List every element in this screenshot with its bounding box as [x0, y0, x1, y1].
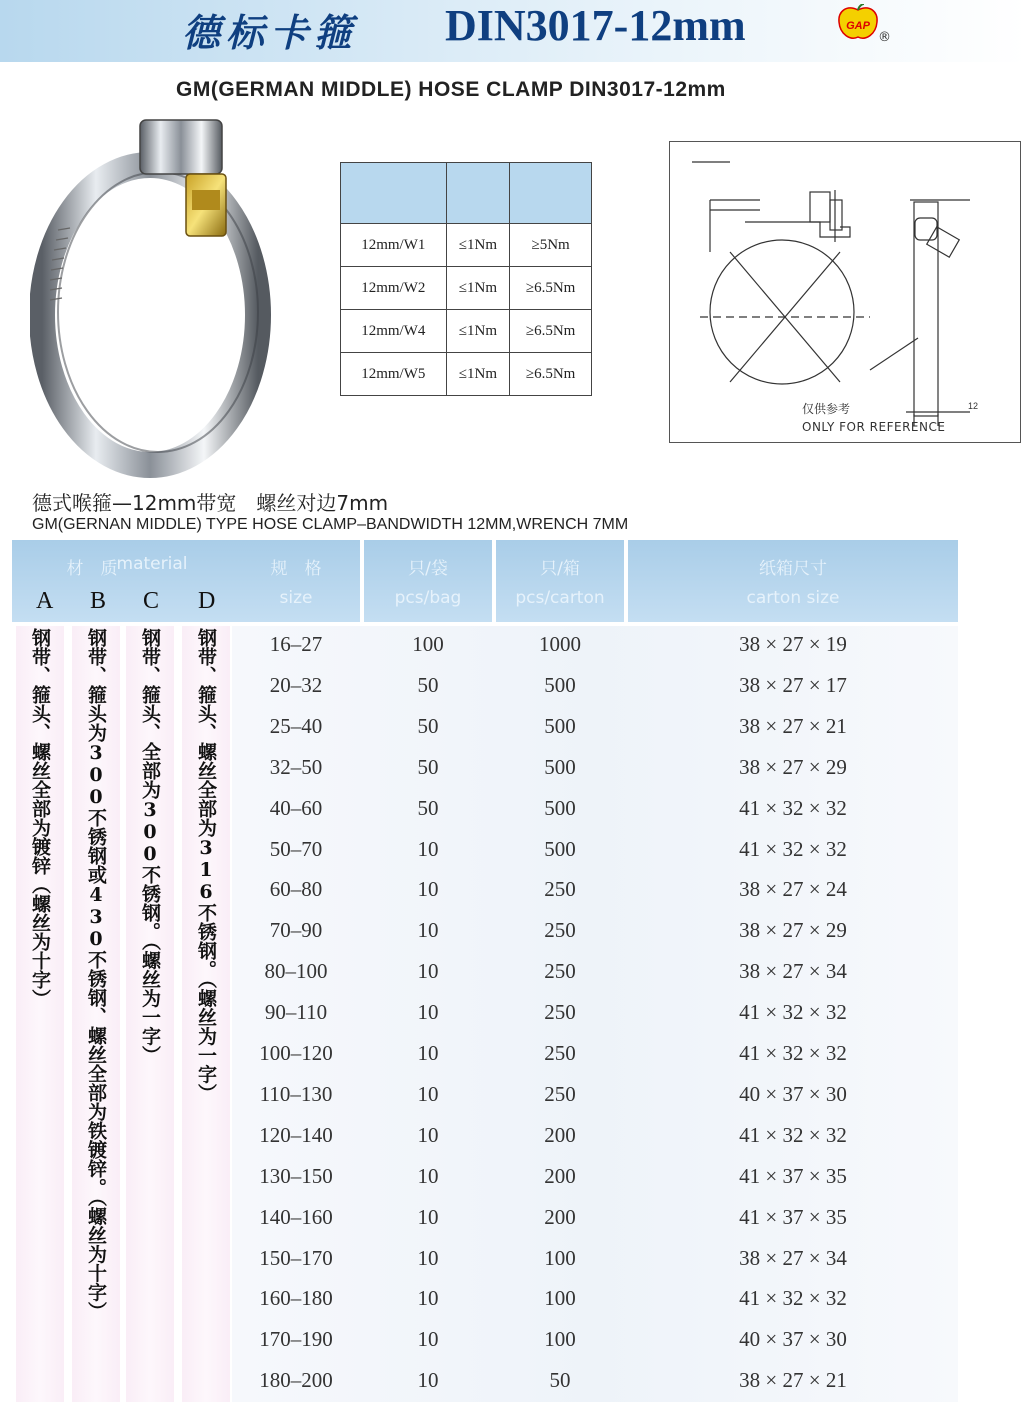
torque-row: 12mm/W5 ≤1Nm ≥6.5Nm	[341, 353, 592, 396]
description-cn: 德式喉箍—12mm带宽 螺丝对边7mm	[32, 491, 389, 515]
cell-csize: 41 × 32 × 32	[739, 1000, 847, 1025]
cell-csize: 38 × 27 × 21	[739, 713, 847, 738]
size-header: 规 格 size	[232, 540, 360, 622]
cell-bag: 10	[417, 918, 439, 943]
cell-size: 110–130	[259, 1081, 333, 1106]
description-en: GM(GERNAN MIDDLE) TYPE HOSE CLAMP–BANDWIDTH 12MM,WRENCH 7MM	[32, 516, 629, 533]
material-letter-a: A	[36, 588, 54, 614]
cell-carton: 500	[544, 754, 576, 779]
cell-carton: 100	[544, 1327, 576, 1352]
table-row	[232, 1280, 958, 1321]
table-row	[232, 871, 958, 912]
cell-size: 160–180	[259, 1286, 333, 1311]
torque-table	[340, 162, 592, 396]
table-row	[232, 667, 958, 708]
cell-carton: 1000	[539, 632, 581, 656]
cell-size: 32–50	[269, 754, 323, 779]
cell-bag: 50	[417, 713, 439, 738]
registered-mark: ®	[878, 30, 891, 45]
table-row	[232, 912, 958, 953]
torque-header-spec	[341, 163, 447, 224]
torque-header-break	[510, 163, 592, 224]
cell-carton: 100	[544, 1245, 576, 1270]
cell-carton: 200	[544, 1122, 576, 1147]
cell-size: 25–40	[269, 713, 323, 738]
cell-csize: 40 × 37 × 30	[739, 1081, 847, 1106]
clamp-schematic-icon	[670, 142, 1020, 442]
cell-bag: 100	[412, 632, 444, 656]
cell-bag: 10	[417, 1041, 439, 1065]
material-c-text: 钢带、箍头、全部为300不锈钢。（螺丝为一字）	[139, 628, 161, 1065]
table-row	[232, 708, 958, 749]
cell-bag: 10	[417, 1204, 439, 1229]
table-row	[232, 1362, 958, 1403]
cell-csize: 40 × 37 × 30	[739, 1327, 847, 1352]
title-banner	[0, 0, 1026, 62]
material-a-text: 钢带、箍头、螺丝全部为镀锌（螺丝为十字）	[29, 628, 51, 1008]
table-row	[232, 1117, 958, 1158]
material-header: 材 质 material	[12, 540, 232, 622]
cell-csize: 38 × 27 × 29	[739, 754, 847, 779]
title-en: DIN3017-12mm	[445, 1, 746, 50]
table-row	[232, 790, 958, 831]
cell-carton: 250	[544, 1041, 576, 1065]
table-row	[232, 626, 958, 667]
cell-size: 180–200	[259, 1368, 333, 1393]
material-letters	[12, 586, 232, 622]
cell-csize: 41 × 37 × 35	[739, 1163, 847, 1188]
gap-logo-icon	[836, 4, 880, 42]
table-row	[232, 1035, 958, 1076]
page-subtitle: GM(GERMAN MIDDLE) HOSE CLAMP DIN3017-12mm	[176, 78, 726, 101]
cell-bag: 10	[417, 1245, 439, 1270]
title-cn: 德标卡箍	[182, 10, 359, 55]
cell-csize: 38 × 27 × 24	[739, 877, 847, 902]
cell-carton: 250	[544, 959, 576, 984]
cell-bag: 10	[417, 1368, 439, 1393]
cell-carton: 200	[544, 1204, 576, 1229]
table-row	[232, 1076, 958, 1117]
cell-size: 120–140	[259, 1122, 333, 1147]
cell-bag: 10	[417, 1122, 439, 1147]
cell-csize: 41 × 32 × 32	[739, 795, 847, 820]
cell-csize: 41 × 32 × 32	[739, 1286, 847, 1311]
material-letter-d: D	[198, 588, 216, 614]
cell-bag: 10	[417, 1163, 439, 1188]
cell-bag: 10	[417, 959, 439, 984]
cell-size: 140–160	[259, 1204, 333, 1229]
cell-csize: 41 × 32 × 32	[739, 836, 847, 861]
cell-csize: 41 × 37 × 35	[739, 1204, 847, 1229]
cell-csize: 41 × 32 × 32	[739, 1041, 847, 1065]
cell-size: 16–27	[269, 632, 323, 656]
cell-bag: 10	[417, 1000, 439, 1025]
technical-drawing	[669, 141, 1021, 443]
material-b-text: 钢带、箍头为300不锈钢或430不锈钢、螺丝全部为铁镀锌。（螺丝为十字）	[85, 628, 107, 1321]
torque-row: 12mm/W1 ≤1Nm ≥5Nm	[341, 224, 592, 267]
cell-size: 70–90	[269, 918, 323, 943]
reference-note-en: ONLY FOR REFERENCE	[802, 420, 946, 434]
carton-size-header: 纸箱尺寸 carton size	[628, 540, 958, 622]
cell-carton: 250	[544, 1000, 576, 1025]
table-row	[232, 1321, 958, 1362]
table-row	[232, 831, 958, 872]
cell-size: 20–32	[269, 672, 323, 697]
cell-bag: 50	[417, 672, 439, 697]
carton-header: 只/箱 pcs/carton	[496, 540, 624, 622]
cell-size: 100–120	[259, 1041, 333, 1065]
material-letter-c: C	[143, 588, 160, 614]
cell-bag: 50	[417, 754, 439, 779]
cell-csize: 38 × 27 × 21	[739, 1368, 847, 1393]
table-row	[232, 1199, 958, 1240]
table-row	[232, 1240, 958, 1281]
cell-carton: 50	[549, 1368, 571, 1393]
cell-bag: 10	[417, 1081, 439, 1106]
cell-carton: 250	[544, 1081, 576, 1106]
cell-size: 150–170	[259, 1245, 333, 1270]
cell-size: 90–110	[264, 1000, 328, 1025]
cell-carton: 500	[544, 672, 576, 697]
table-row	[232, 994, 958, 1035]
torque-row: 12mm/W4 ≤1Nm ≥6.5Nm	[341, 310, 592, 353]
table-row	[232, 749, 958, 790]
material-d-text: 钢带、箍头、螺丝全部为316不锈钢。（螺丝为一字）	[195, 628, 217, 1103]
torque-row: 12mm/W2 ≤1Nm ≥6.5Nm	[341, 267, 592, 310]
cell-carton: 200	[544, 1163, 576, 1188]
cell-size: 80–100	[264, 959, 328, 984]
cell-size: 60–80	[269, 877, 323, 902]
table-row	[232, 1158, 958, 1199]
cell-carton: 500	[544, 836, 576, 861]
cell-bag: 10	[417, 1327, 439, 1352]
torque-header-free	[446, 163, 510, 224]
cell-size: 130–150	[259, 1163, 333, 1188]
cell-csize: 41 × 32 × 32	[739, 1122, 847, 1147]
cell-size: 170–190	[259, 1327, 333, 1352]
cell-bag: 10	[417, 836, 439, 861]
cell-csize: 38 × 27 × 19	[739, 632, 847, 656]
cell-csize: 38 × 27 × 17	[739, 672, 847, 697]
cell-csize: 38 × 27 × 34	[739, 1245, 847, 1270]
cell-carton: 500	[544, 795, 576, 820]
cell-bag: 10	[417, 1286, 439, 1311]
cell-carton: 500	[544, 713, 576, 738]
bag-header: 只/袋 pcs/bag	[364, 540, 492, 622]
cell-carton: 100	[544, 1286, 576, 1311]
cell-csize: 38 × 27 × 34	[739, 959, 847, 984]
material-letter-b: B	[90, 588, 107, 614]
table-row	[232, 953, 958, 994]
cell-csize: 38 × 27 × 29	[739, 918, 847, 943]
cell-size: 40–60	[269, 795, 323, 820]
cell-bag: 50	[417, 795, 439, 820]
reference-note-cn: 仅供参考	[802, 402, 851, 416]
hose-clamp-image	[30, 100, 320, 480]
cell-size: 50–70	[269, 836, 323, 861]
cell-bag: 10	[417, 877, 439, 902]
cell-carton: 250	[544, 918, 576, 943]
cell-carton: 250	[544, 877, 576, 902]
spec-table	[12, 540, 958, 1402]
dim-12-label: 12	[968, 401, 979, 411]
logo-text: GAP	[846, 20, 870, 32]
